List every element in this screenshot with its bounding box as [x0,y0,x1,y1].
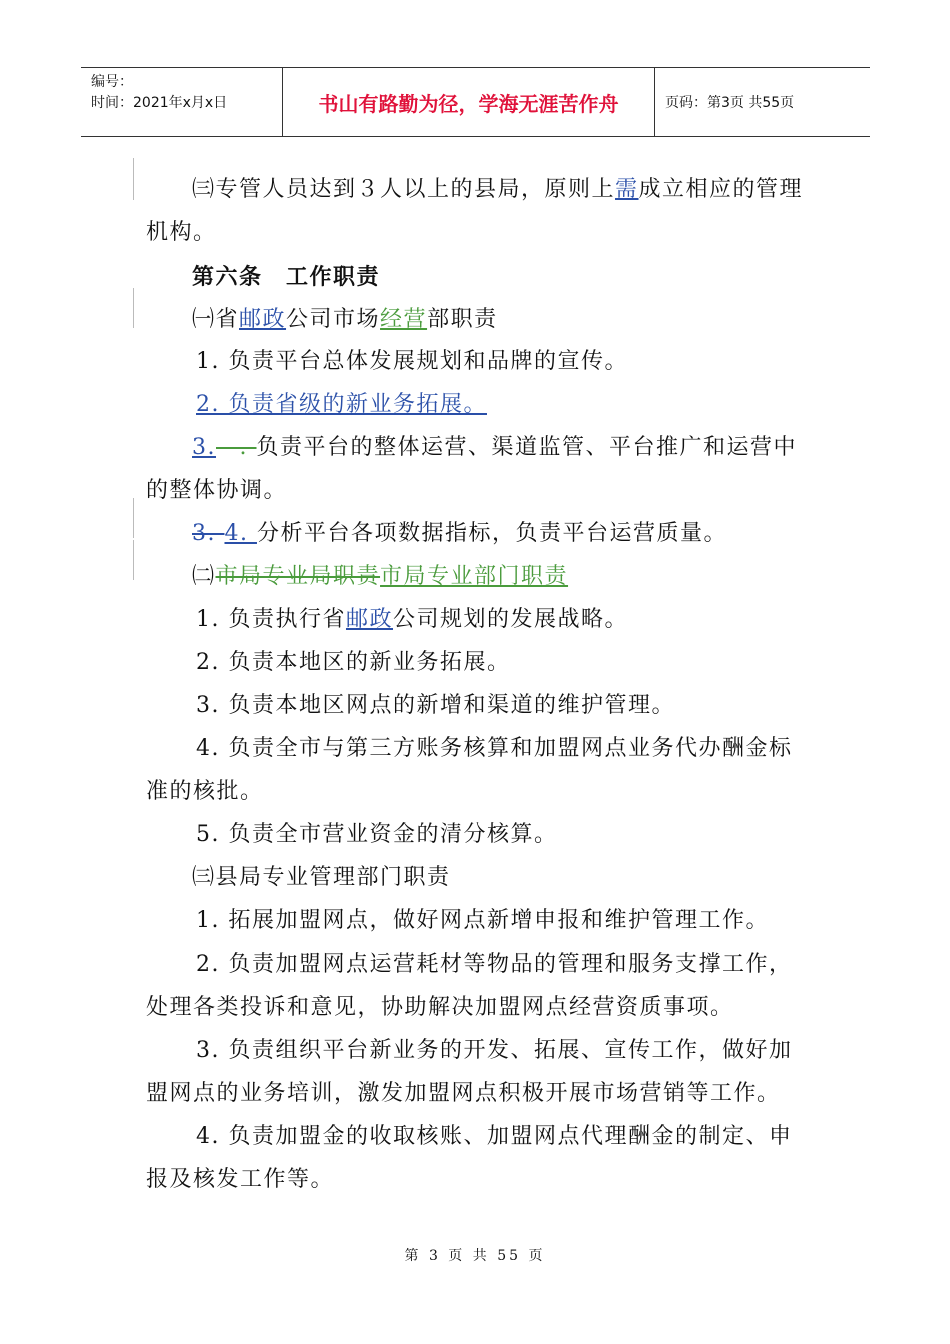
deleted-text: 3. [192,521,225,546]
section-heading [192,305,498,335]
inserted-text: 需 [615,177,639,202]
text-run: 公司市场 [286,307,381,332]
section-heading [192,562,568,592]
inserted-text: 市局专业部门职责 [380,564,569,589]
paragraph-continuation: 机构。 [146,220,217,245]
list-item: 4. 负责全市与第三方账务核算和加盟网点业务代办酬金标 [196,736,793,761]
text-run: 分析平台各项数据指标，负责平台运营质量。 [256,521,727,546]
list-item: 2. 负责本地区的新业务拓展。 [196,650,511,675]
list-item: 1. 负责平台总体发展规划和品牌的宣传。 [196,349,628,374]
list-item-continuation: 盟网点的业务培训，激发加盟网点积极开展市场营销等工作。 [146,1081,781,1106]
list-item: 3. 负责组织平台新业务的开发、拓展、宣传工作，做好加 [196,1038,793,1063]
inserted-text: 邮政 [239,307,287,332]
list-item: 2. 负责加盟网点运营耗材等物品的管理和服务支撑工作， [196,952,793,977]
list-item-inserted: 2. 负责省级的新业务拓展。 [196,392,487,417]
inserted-text: 邮政 [345,607,393,632]
list-item [192,433,797,463]
list-item-continuation: 准的核批。 [146,779,264,804]
inserted-text: 4. [224,521,257,546]
section-heading: ㈢县局专业管理部门职责 [192,865,451,890]
list-item: 1. 拓展加盟网点，做好网点新增申报和维护管理工作。 [196,908,769,933]
list-item-continuation: 处理各类投诉和意见，协助解决加盟网点经营资质事项。 [146,995,734,1020]
text-run: ㈡ [192,564,216,589]
text-run: 公司规划的发展战略。 [393,607,629,632]
deleted-text: —. [216,435,257,460]
list-item: 3. 负责本地区网点的新增和渠道的维护管理。 [196,693,675,718]
revision-bar [133,158,134,200]
text-run: 负责平台的整体运营、渠道监管、平台推广和运营中 [256,435,798,460]
revision-bar [133,288,134,328]
time-label: 时间：2021年x月x日 [91,95,228,111]
text-run: 部职责 [427,307,498,332]
text-run: 成立相应的管理 [638,177,804,202]
text-run: ㈠省 [192,307,240,332]
inserted-text: 3. [192,435,216,460]
list-item [196,605,628,635]
document-header [81,67,870,137]
text-run: 1. 负责执行省 [196,607,346,632]
list-item-continuation: 的整体协调。 [146,478,288,503]
text-run: ㈢专管人员达到３人以上的县局，原则上 [192,177,616,202]
list-item: 5. 负责全市营业资金的清分核算。 [196,822,558,847]
list-item-continuation: 报及核发工作等。 [146,1167,335,1192]
page-info: 页码：第3页 共55页 [665,95,795,111]
revision-bar [133,540,134,580]
number-label: 编号： [91,74,133,90]
article-title: 第六条 工作职责 [192,264,381,290]
inserted-text: 经营 [380,307,428,332]
page-footer: 第 3 页 共 55 页 [404,1248,546,1264]
deleted-text: 市局专业局职责 [215,564,381,589]
revision-bar [133,498,134,538]
list-item [192,519,727,549]
list-item: 4. 负责加盟金的收取核账、加盟网点代理酬金的制定、申 [196,1124,793,1149]
motto: 书山有路勤为径，学海无涯苦作舟 [283,68,655,136]
paragraph [192,175,803,205]
header-meta [81,68,283,136]
